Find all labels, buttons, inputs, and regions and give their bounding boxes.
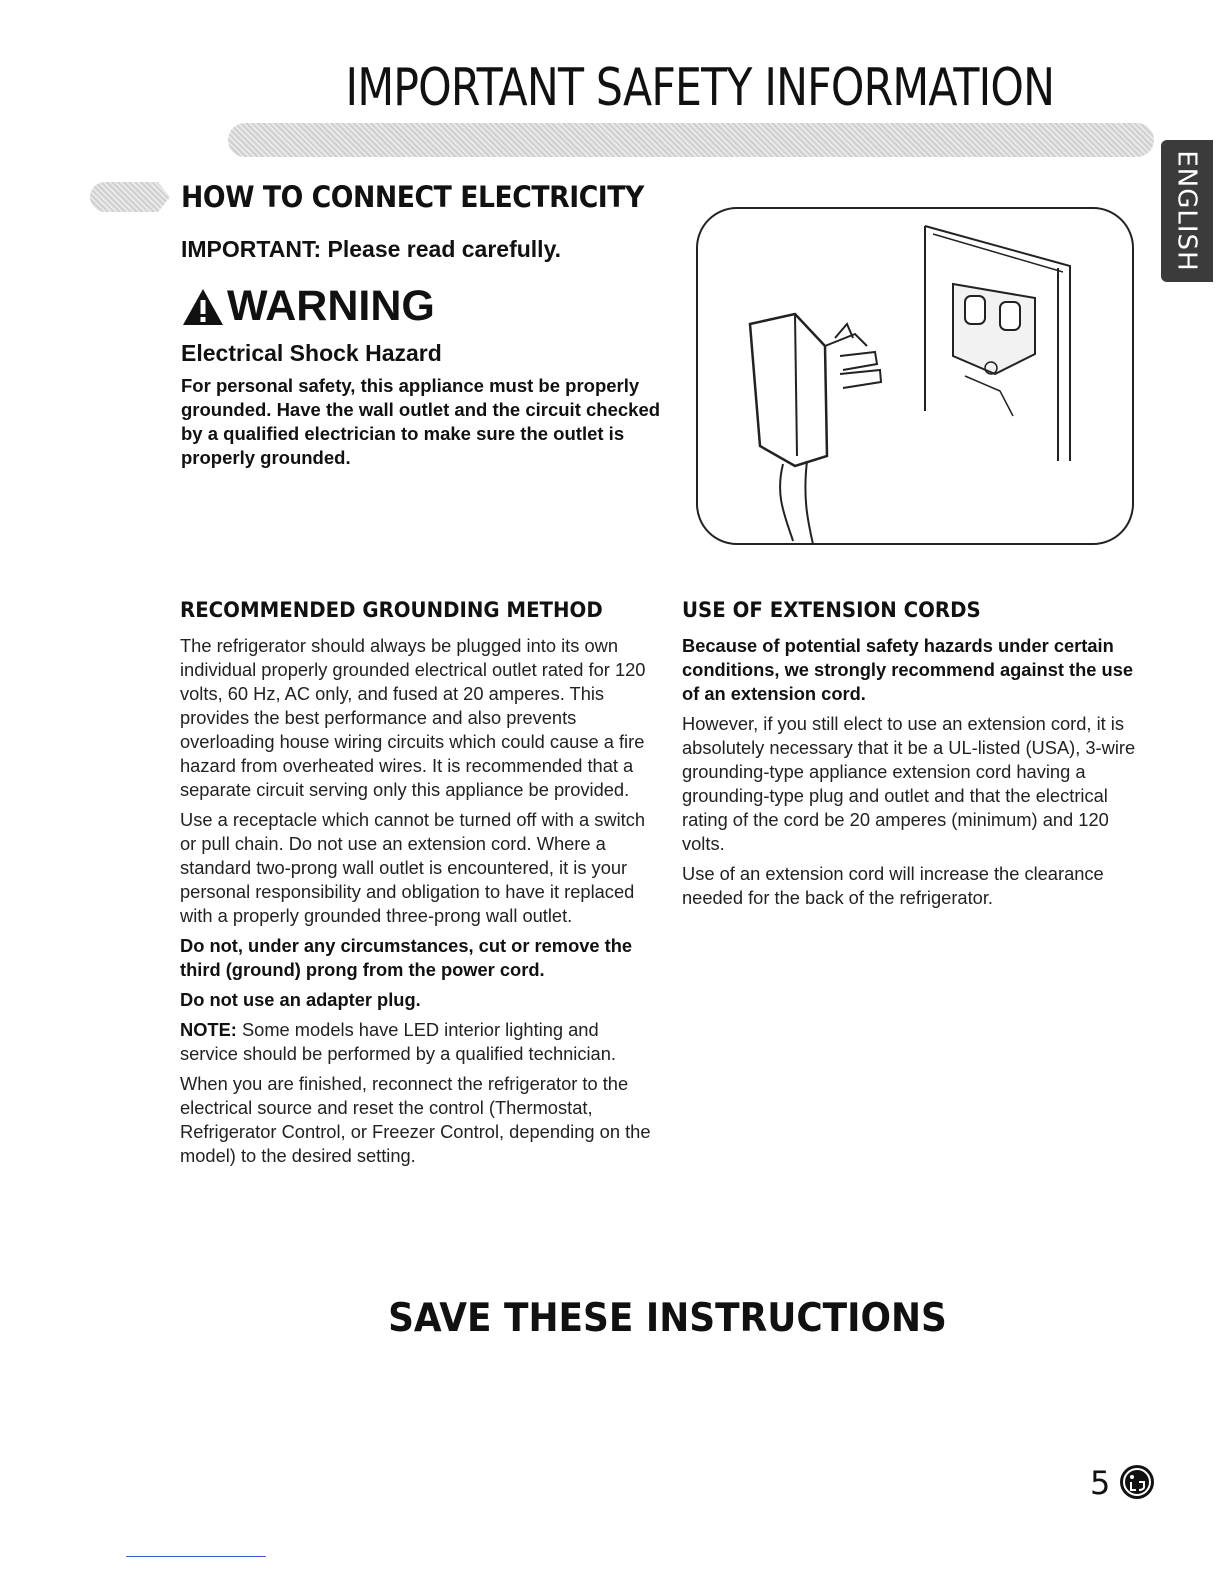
note-text: Some models have LED interior lighting and service should be performed by a qualified technician. — [180, 1019, 616, 1064]
grounding-note — [180, 1018, 660, 1066]
hazard-body: For personal safety, this appliance must be properly grounded. Have the wall outlet and the circuit checked by a qualified electrician to make sure the outlet is properly grounded. — [181, 375, 661, 468]
language-tab — [1161, 140, 1213, 282]
section-marker-pill — [90, 182, 170, 212]
grounding-paragraph-4: Do not use an adapter plug. — [180, 989, 421, 1010]
note-label: NOTE: — [180, 1019, 237, 1040]
section-heading: HOW TO CONNECT ELECTRICITY — [181, 180, 644, 214]
title-divider-bar — [228, 123, 1154, 157]
bottom-rule — [126, 1556, 266, 1557]
page-title: IMPORTANT SAFETY INFORMATION — [345, 58, 1054, 118]
grounding-paragraph-6: When you are finished, reconnect the refrigerator to the electrical source and reset the control (Thermostat, Refrigerator Control, or Freezer Control, depending on the model) to the desired setting. — [180, 1073, 651, 1166]
grounding-method-column — [180, 598, 660, 1174]
warning-triangle-icon — [181, 287, 225, 327]
lg-logo-icon — [1118, 1463, 1156, 1501]
language-tab-label: ENGLISH — [1172, 150, 1203, 272]
warning-row — [181, 282, 435, 331]
page-number: 5 — [1090, 1464, 1111, 1502]
grounding-paragraph-1: The refrigerator should always be plugged into its own individual properly grounded electrical outlet rated for 120 volts, 60 Hz, AC only, and fused at 20 amperes. This provides the best performance and also prevents overloading house wiring circuits which could cause a fire hazard from overheated wires. It is recommended that a separate circuit serving only this appliance be provided. — [180, 635, 646, 800]
grounded-outlet-plug-illustration — [695, 206, 1135, 546]
warning-label: WARNING — [227, 282, 435, 330]
hazard-title: Electrical Shock Hazard — [181, 340, 442, 366]
grounding-paragraph-2: Use a receptacle which cannot be turned off with a switch or pull chain. Do not use an extension cord. Where a standard two-prong wall outlet is encountered, it is your personal responsibility and obligation to have it replaced with a properly grounded three-prong wall outlet. — [180, 809, 646, 926]
extension-paragraph-3: Use of an extension cord will increase the clearance needed for the back of the refrigerator. — [682, 863, 1104, 908]
important-notice: IMPORTANT: Please read carefully. — [181, 236, 562, 262]
grounding-heading: RECOMMENDED GROUNDING METHOD — [180, 598, 603, 622]
extension-cords-column — [682, 598, 1142, 916]
save-instructions-title: SAVE THESE INSTRUCTIONS — [388, 1296, 947, 1341]
extension-heading: USE OF EXTENSION CORDS — [682, 598, 981, 622]
grounding-paragraph-3: Do not, under any circumstances, cut or remove the third (ground) prong from the power cord. — [180, 935, 633, 980]
extension-paragraph-1: Because of potential safety hazards under certain conditions, we strongly recommend against the use of an extension cord. — [682, 635, 1134, 704]
extension-paragraph-2: However, if you still elect to use an extension cord, it is absolutely necessary that it be a UL-listed (USA), 3-wire grounding-type appliance extension cord having a grounding-type plug and outlet and that the electrical rating of the cord be 20 amperes (minimum) and 120 volts. — [682, 713, 1136, 854]
